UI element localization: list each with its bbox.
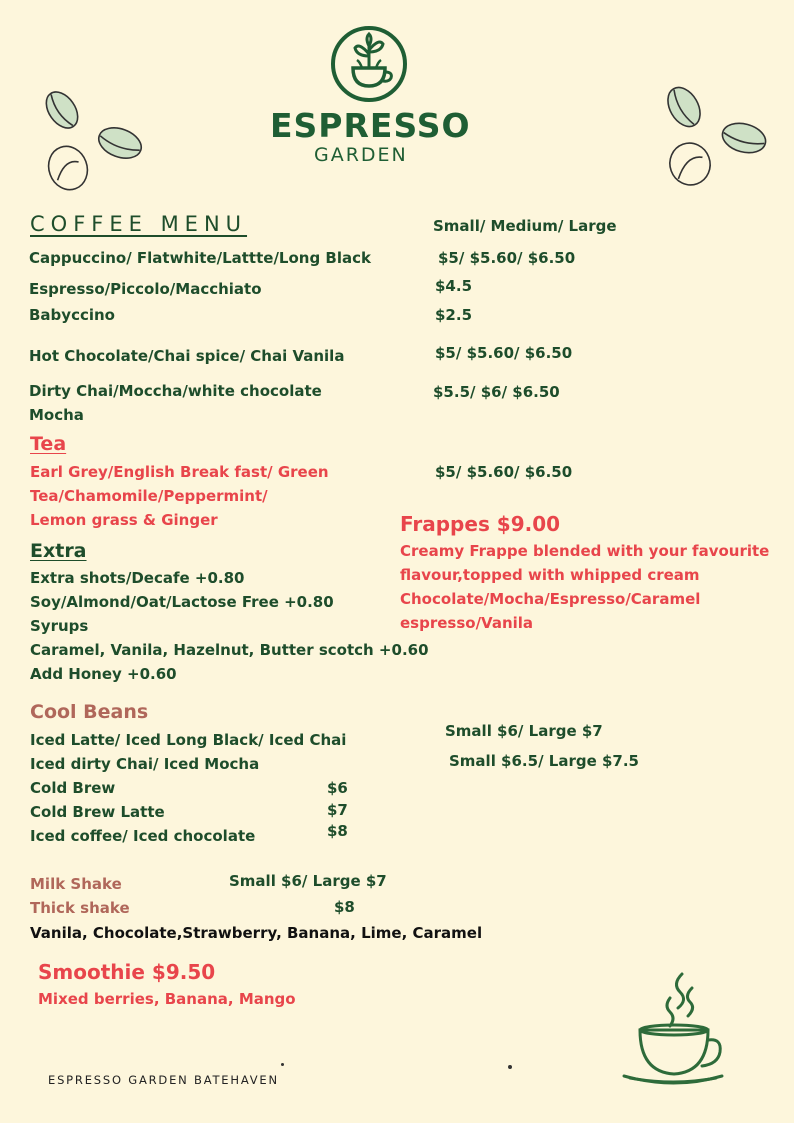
brand-subtitle: GARDEN bbox=[314, 144, 408, 166]
cool-beans-item: Iced coffee/ Iced chocolate bbox=[30, 827, 256, 845]
smoothie-flavours: Mixed berries, Banana, Mango bbox=[38, 990, 296, 1008]
menu-item-name: Mocha bbox=[29, 406, 84, 424]
cool-beans-price: Small $6.5/ Large $7.5 bbox=[449, 752, 639, 770]
frappes-line: flavour,topped with whipped cream bbox=[400, 566, 700, 584]
frappes-line: Chocolate/Mocha/Espresso/Caramel bbox=[400, 590, 701, 608]
coffee-beans-icon bbox=[40, 88, 150, 193]
menu-item-price: $4.5 bbox=[435, 277, 473, 295]
extra-heading: Extra bbox=[30, 540, 87, 562]
coffee-cup-icon bbox=[618, 968, 728, 1090]
menu-item-price: $5/ $5.60/ $6.50 bbox=[435, 344, 573, 362]
cool-beans-item: Iced Latte/ Iced Long Black/ Iced Chai bbox=[30, 731, 347, 749]
extra-line: Extra shots/Decafe +0.80 bbox=[30, 569, 245, 587]
extra-line: Add Honey +0.60 bbox=[30, 665, 177, 683]
shake-flavours: Vanila, Chocolate,Strawberry, Banana, Lime, Caramel bbox=[30, 924, 483, 942]
cool-beans-price: $8 bbox=[327, 822, 348, 840]
coffee-beans-icon bbox=[660, 82, 770, 187]
cool-beans-price: Small $6/ Large $7 bbox=[445, 722, 603, 740]
extra-line: Syrups bbox=[30, 617, 89, 635]
cool-beans-item: Cold Brew Latte bbox=[30, 803, 165, 821]
menu-item-price: $5.5/ $6/ $6.50 bbox=[433, 383, 560, 401]
sizes-header: Small/ Medium/ Large bbox=[433, 217, 617, 235]
extra-line: Soy/Almond/Oat/Lactose Free +0.80 bbox=[30, 593, 334, 611]
thick-shake-label: Thick shake bbox=[30, 899, 130, 917]
tea-line: Tea/Chamomile/Peppermint/ bbox=[30, 487, 268, 505]
smoothie-heading: Smoothie $9.50 bbox=[38, 960, 216, 984]
brand-title: ESPRESSO bbox=[270, 106, 471, 145]
tea-price: $5/ $5.60/ $6.50 bbox=[435, 463, 573, 481]
tea-line: Earl Grey/English Break fast/ Green bbox=[30, 463, 329, 481]
frappes-line: espresso/Vanila bbox=[400, 614, 534, 632]
cool-beans-item: Iced dirty Chai/ Iced Mocha bbox=[30, 755, 260, 773]
menu-item-name: Dirty Chai/Moccha/white chocolate bbox=[29, 382, 322, 400]
menu-item-price: $5/ $5.60/ $6.50 bbox=[438, 249, 576, 267]
thick-shake-price: $8 bbox=[334, 898, 355, 916]
cool-beans-price: $7 bbox=[327, 801, 348, 819]
tea-heading: Tea bbox=[30, 433, 67, 455]
tea-line: Lemon grass & Ginger bbox=[30, 511, 218, 529]
extra-line: Caramel, Vanila, Hazelnut, Butter scotch +0.60 bbox=[30, 641, 429, 659]
milk-shake-label: Milk Shake bbox=[30, 875, 122, 893]
footer-text: ESPRESSO GARDEN BATEHAVEN bbox=[48, 1073, 279, 1087]
cool-beans-price: $6 bbox=[327, 779, 348, 797]
plant-cup-logo-icon bbox=[331, 24, 407, 104]
cool-beans-item: Cold Brew bbox=[30, 779, 116, 797]
menu-item-name: Espresso/Piccolo/Macchiato bbox=[29, 280, 262, 298]
menu-item-name: Cappuccino/ Flatwhite/Lattte/Long Black bbox=[29, 249, 371, 267]
menu-item-name: Hot Chocolate/Chai spice/ Chai Vanila bbox=[29, 347, 345, 365]
coffee-menu-heading: COFFEE MENU bbox=[30, 212, 248, 236]
frappes-line: Creamy Frappe blended with your favourite bbox=[400, 542, 770, 560]
menu-item-price: $2.5 bbox=[435, 306, 473, 324]
menu-item-name: Babyccino bbox=[29, 306, 115, 324]
decorative-dot bbox=[281, 1063, 284, 1066]
decorative-dot bbox=[508, 1065, 512, 1069]
cool-beans-heading: Cool Beans bbox=[30, 701, 149, 723]
frappes-heading: Frappes $9.00 bbox=[400, 512, 561, 536]
milk-shake-price: Small $6/ Large $7 bbox=[229, 872, 387, 890]
